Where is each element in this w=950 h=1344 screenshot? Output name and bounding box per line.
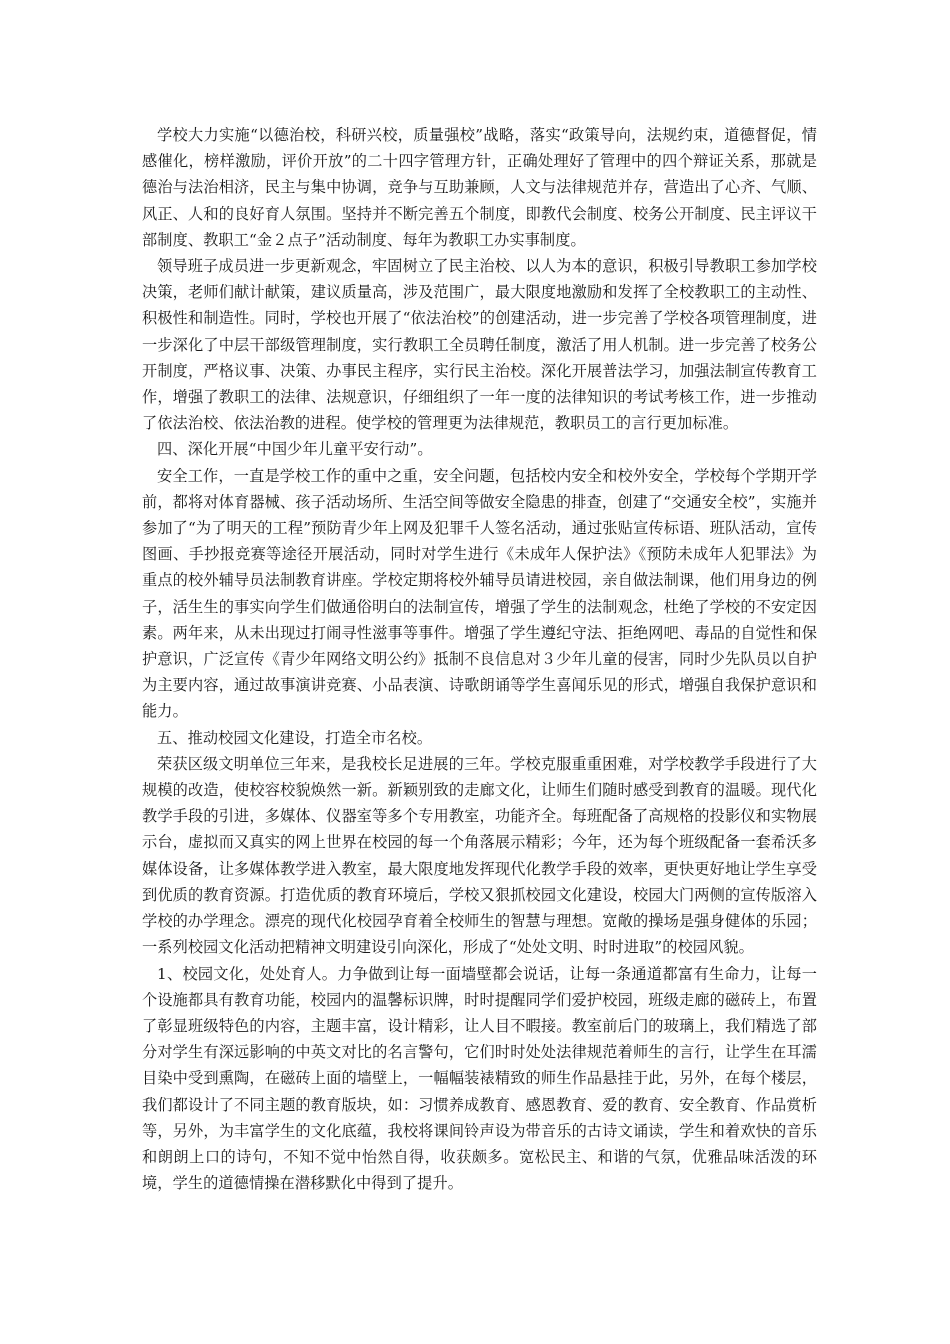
document-body	[142, 122, 817, 1196]
section-heading-campus-culture: 五、推动校园文化建设，打造全市名校。	[157, 728, 433, 747]
section-heading-safety: 四、深化开展“中国少年儿童平安行动”。	[157, 440, 433, 459]
paragraph-leadership: 领导班子成员进一步更新观念，牢固树立了民主治校、以人为本的意识，积极引导教职工参加学校决策，老师们献计献策，建议质量高，涉及范围广，最大限度地激励和发挥了全校教职工的主动性、积极性和制造性。同时，学校也开展了“依法治校”的创建活动，进一步完善了学校各项管理制度，进一步深化了中层干部级管理制度，实行教职工全员聘任制度，激活了用人机制。进一步完善了校务公开制度，严格议事、决策、办事民主程序，实行民主治校。深化开展普法学习，加强法制宣传教育工作，增强了教职工的法律、法规意识，仔细组织了一年一度的法律知识的考试考核工作，进一步推动了依法治校、依法治教的进程。使学校的管理更为法律规范，教职员工的言行更加标准。	[142, 257, 817, 433]
paragraph-management-policy: 学校大力实施“以德治校，科研兴校，质量强校”战略，落实“政策导向，法规约束，道德督促，情感催化，榜样激励，评价开放”的二十四字管理方针，正确处理好了管理中的四个辩证关系，那就是德治与法治相济，民主与集中协调，竞争与互助兼顾，人文与法律规范并存，营造出了心齐、气顺、风正、人和的良好育人氛围。坚持并不断完善五个制度，即教代会制度、校务公开制度、民主评议干部制度、教职工“金２点子”活动制度、每年为教职工办实事制度。	[142, 126, 817, 249]
paragraph-safety: 安全工作，一直是学校工作的重中之重，安全问题，包括校内安全和校外安全，学校每个学期开学前，都将对体育器械、孩子活动场所、生活空间等做安全隐患的排查，创建了“交通安全校”，实施并参加了“为了明天的工程”预防青少年上网及犯罪千人签名活动，通过张贴宣传标语、班队活动，宣传图画、手抄报竞赛等途径开展活动，同时对学生进行《未成年人保护法》《预防未成年人犯罪法》为重点的校外辅导员法制教育讲座。学校定期将校外辅导员请进校园，亲自做法制课，他们用身边的例子，活生生的事实向学生们做通俗明白的法制宣传，增强了学生的法制观念，杜绝了学校的不安定因素。两年来，从未出现过打闹寻性滋事等事件。增强了学生遵纪守法、拒绝网吧、毒品的自觉性和保护意识，广泛宣传《青少年网络文明公约》抵制不良信息对３少年儿童的侵害，同时少先队员以自护为主要内容，通过故事演讲竞赛、小品表演、诗歌朗诵等学生喜闻乐见的形式，增强自我保护意识和能力。	[142, 466, 817, 721]
paragraph-campus-culture-education: 1、校园文化，处处育人。力争做到让每一面墙壁都会说话，让每一条通道都富有生命力，让每一个设施都具有教育功能，校园内的温馨标识牌，时时提醒同学们爱护校园，班级走廊的磁砖上，布置了彰显班级特色的内容，主题丰富，设计精彩，让人目不暇接。教室前后门的玻璃上，我们精选了部分对学生有深远影响的中英文对比的名言警句，它们时时处处法律规范着师生的言行，让学生在耳濡目染中受到熏陶，在磁砖上面的墙壁上，一幅幅装裱精致的师生作品悬挂于此，另外，在每个楼层，我们都设计了不同主题的教育版块，如：习惯养成教育、感恩教育、爱的教育、安全教育、作品赏析等，另外，为丰富学生的文化底蕴，我校将课间铃声设为带音乐的古诗文诵读，学生和着欢快的音乐和朗朗上口的诗句，不知不觉中怡然自得，收获颇多。宽松民主、和谐的气氛，优雅品味活泼的环境，学生的道德情操在潜移默化中得到了提升。	[142, 964, 817, 1193]
paragraph-civilized-unit: 荣获区级文明单位三年来，是我校长足进展的三年。学校克服重重困难，对学校教学手段进行了大规模的改造，使校容校貌焕然一新。新颖别致的走廊文化，让师生们随时感受到教育的温暖。现代化教学手段的引进，多媒体、仪器室等多个专用教室，功能齐全。每班配备了高规格的投影仪和实物展示台，虚拟而又真实的网上世界在校园的每一个角落展示精彩；今年，还为每个班级配备一套希沃多媒体设备，让多媒体教学进入教室，最大限度地发挥现代化教学手段的效率，更快更好地让学生享受到优质的教育资源。打造优质的教育环境后，学校又狠抓校园文化建设，校园大门两侧的宣传版溶入学校的办学理念。漂亮的现代化校园孕育着全校师生的智慧与理想。宽敞的操场是强身健体的乐园；一系列校园文化活动把精神文明建设引向深化，形成了“处处文明、时时进取”的校园风貌。	[142, 754, 817, 957]
